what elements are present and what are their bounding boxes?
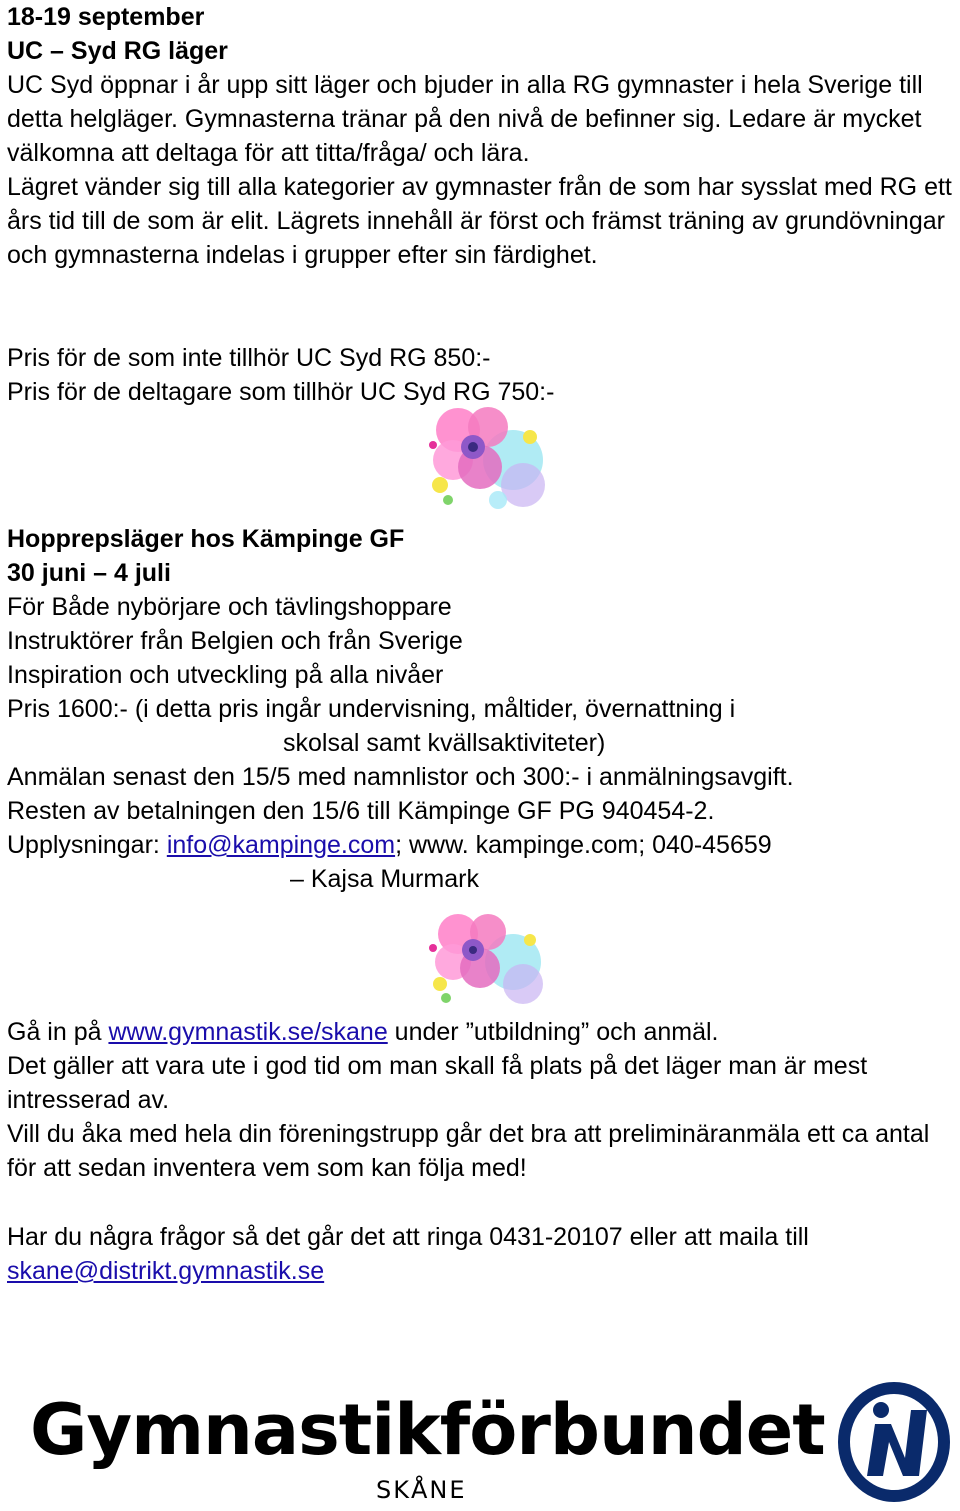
group-text: Vill du åka med hela din föreningstrupp går det bra att preliminäranmäla ett ca antal för att sedan inventera vem som kan följa med! — [7, 1120, 930, 1182]
jump-camp-title: Hopprepsläger hos Kämpinge GF — [7, 525, 405, 553]
logo-emblem-icon — [835, 1380, 953, 1504]
gymnastikforbundet-logo — [30, 1380, 955, 1508]
flower-decoration-1 — [418, 405, 552, 517]
goto-pre: Gå in på — [7, 1018, 109, 1046]
gymnastik-link[interactable]: www.gymnastik.se/skane — [108, 1018, 388, 1046]
questions-text: Har du några frågor så det går det att ringa 0431-20107 eller att maila till — [7, 1223, 809, 1251]
uc-camp-body-2: Lägret vänder sig till alla kategorier av gymnaster från de som har sysslat med RG ett års tid till de som är elit. Lägrets innehåll är först och främst träning av grundövningar och gymnasterna indelas i grupper efter sin färdighet. — [7, 173, 952, 269]
jump-camp-line2: Instruktörer från Belgien och från Sverige — [7, 627, 463, 655]
jump-camp-line1: För Både nybörjare och tävlingshoppare — [7, 593, 452, 621]
jump-camp-register: Anmälan senast den 15/5 med namnlistor och 300:- i anmälningsavgift. — [7, 763, 794, 791]
jump-camp-dates: 30 juni – 4 juli — [7, 559, 171, 587]
uc-camp-title: UC – Syd RG läger — [7, 37, 228, 65]
early-text: Det gäller att vara ute i god tid om man skall få plats på det läger man är mest intresserad av. — [7, 1052, 868, 1114]
skane-email-link[interactable]: skane@distrikt.gymnastik.se — [7, 1257, 325, 1285]
info-rest: ; www. kampinge.com; 040-45659 — [395, 831, 772, 859]
goto-post: under ”utbildning” och anmäl. — [387, 1018, 719, 1046]
flower-decoration-2 — [418, 912, 552, 1008]
jump-camp-price-cont: skolsal samt kvällsaktiviteter) — [283, 729, 606, 757]
uc-camp-date: 18-19 september — [7, 3, 205, 31]
jump-camp-contact: – Kajsa Murmark — [290, 865, 479, 893]
jump-camp-payment: Resten av betalningen den 15/6 till Kämpinge GF PG 940454-2. — [7, 797, 715, 825]
jump-camp-price: Pris 1600:- (i detta pris ingår undervisning, måltider, övernattning i — [7, 695, 736, 723]
jump-camp-info — [7, 828, 957, 862]
logo-wordmark: Gymnastikförbundet — [30, 1389, 825, 1471]
uc-camp-body: UC Syd öppnar i år upp sitt läger och bjuder in alla RG gymnaster i hela Sverige till detta helgläger. Gymnasterna tränar på den nivå de befinner sig. Ledare är mycket välkomna att deltaga för att titta/fråga/ och lära. — [7, 71, 923, 167]
info-email-link[interactable]: info@kampinge.com — [166, 831, 396, 859]
price-non-member: Pris för de som inte tillhör UC Syd RG 850:- — [7, 344, 491, 372]
goto-line — [7, 1015, 957, 1049]
price-member: Pris för de deltagare som tillhör UC Syd RG 750:- — [7, 378, 555, 406]
info-label: Upplysningar: — [7, 831, 167, 859]
logo-region: SKÅNE — [376, 1476, 467, 1504]
jump-camp-line3: Inspiration och utveckling på alla nivåer — [7, 661, 444, 689]
